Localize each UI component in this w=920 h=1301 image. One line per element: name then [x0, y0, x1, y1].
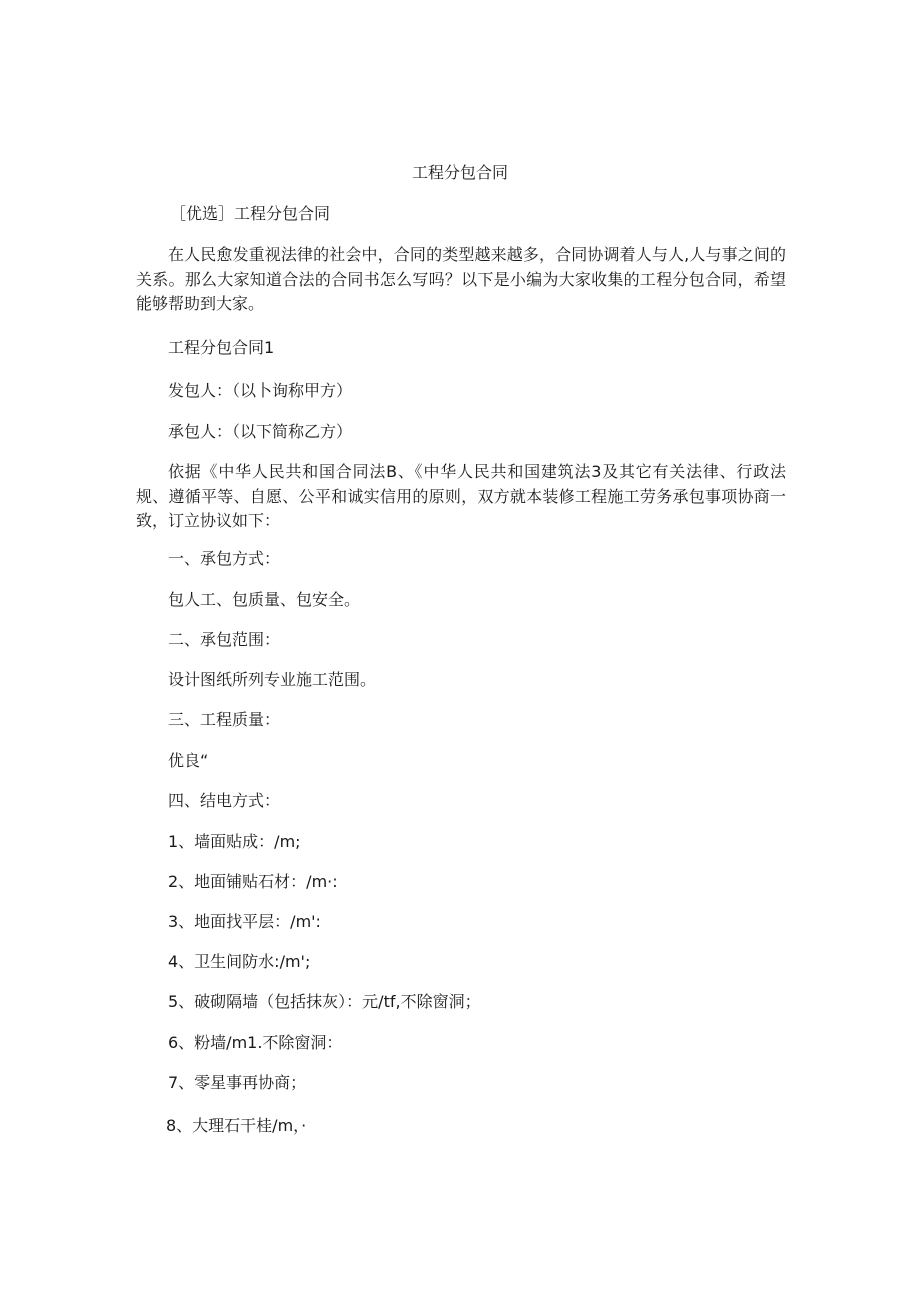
section-heading: 三、工程质量： [168, 710, 281, 729]
section-heading: 一、承包方式： [168, 549, 281, 568]
intro-paragraph: 在人民愈发重视法律的社会中，合同的类型越来越多，合同协调着人与人,人与事之间的关系。那么大家知道合法的合同书怎么写吗？以下是小编为大家收集的工程分包合同，希望能够帮助到大家。 [136, 245, 786, 313]
settlement-item: 1、墙面贴成：/m; [168, 832, 301, 851]
document-title: 工程分包合同 [411, 163, 508, 182]
settlement-item: 7、零星事再协商； [168, 1073, 307, 1092]
settlement-item: 6、粉墙/m1.不除窗洞： [168, 1033, 343, 1052]
contract-heading: 工程分包合同1 [168, 338, 275, 357]
settlement-item: 3、地面找平层：/m': [168, 912, 321, 931]
section-content: 优良“ [168, 751, 209, 770]
document-subtitle: ［优选］工程分包合同 [170, 204, 331, 223]
section-heading: 二、承包范围： [168, 630, 281, 649]
settlement-heading: 四、结电方式： [168, 791, 281, 810]
section-content: 包人工、包质量、包安全。 [168, 590, 361, 609]
basis-paragraph: 依据《中华人民共和国合同法B、《中华人民共和国建筑法3及其它有关法律、行政法规、遵循平等、自愿、公平和诚实信用的原则，双方就本装修工程施工劳务承包事项协商一致，订立协议如下： [136, 462, 786, 530]
section-content: 设计图纸所列专业施工范围。 [168, 670, 377, 689]
party-a-line: 发包人：（以卜询称甲方） [168, 381, 353, 400]
settlement-item: 2、地面铺贴石材：/m·: [168, 872, 338, 891]
settlement-item: 8、大理石干桂/m，· [166, 1116, 307, 1135]
settlement-item: 5、破砌隔墙（包括抹灰）：元/tf,不除窗洞； [168, 992, 481, 1011]
settlement-item: 4、卫生间防水:/m'; [168, 952, 311, 971]
party-b-line: 承包人：（以下简称乙方） [168, 422, 353, 441]
